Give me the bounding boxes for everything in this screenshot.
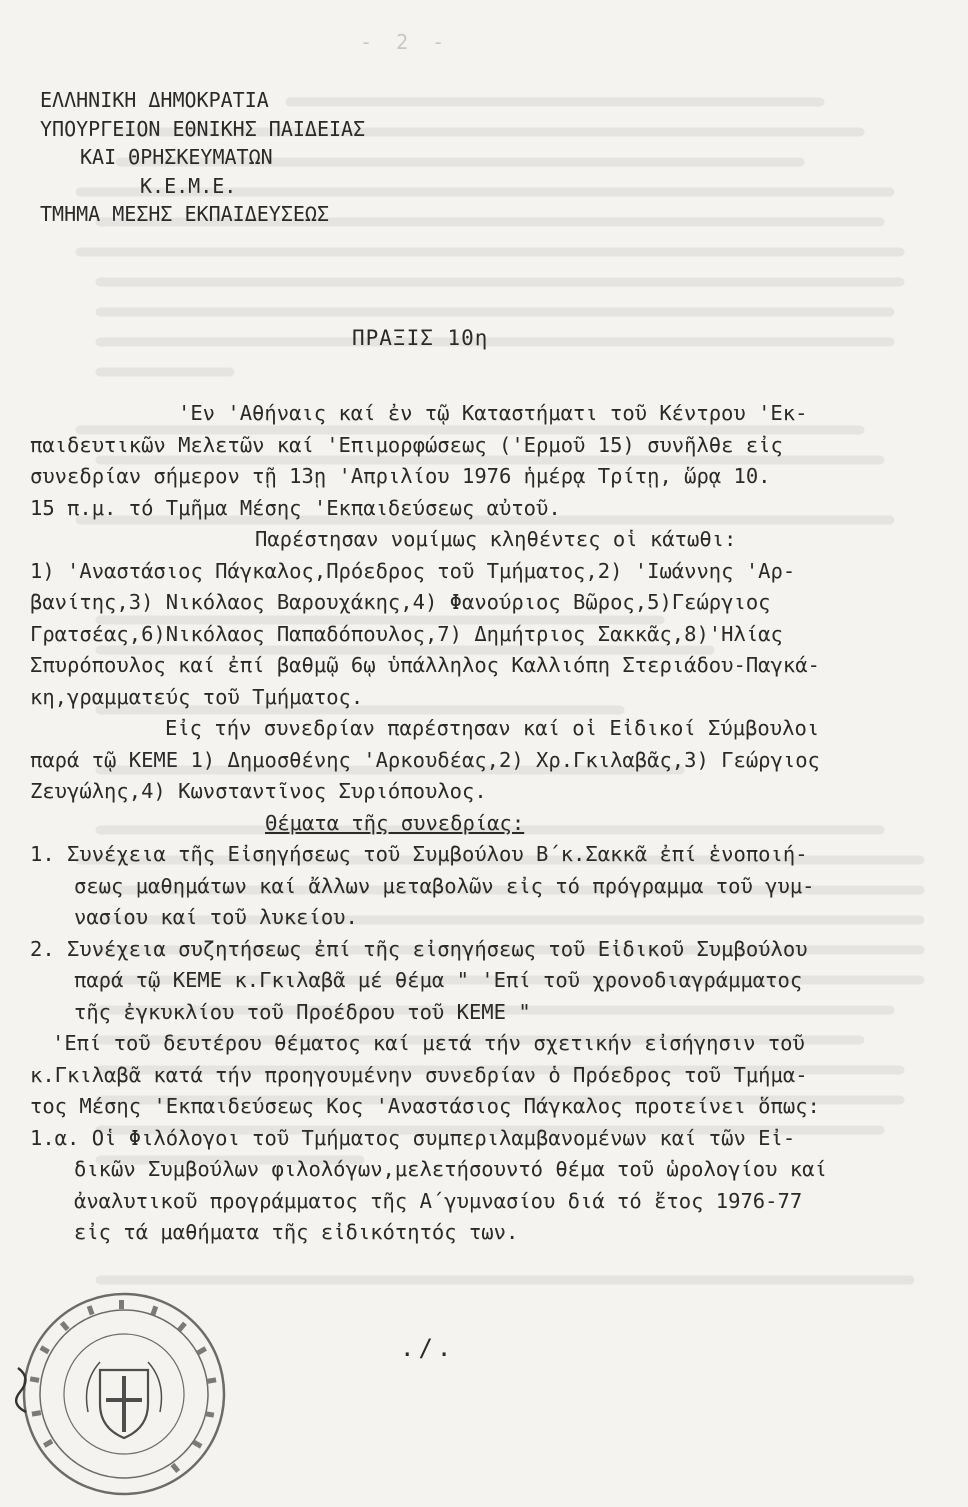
text-line: Ζευγώλης,4) Κωνσταντῖνος Συριόπουλος. (30, 779, 487, 803)
header-keme: Κ.Ε.Μ.Ε. (140, 173, 237, 198)
proposal-item-1a: 1.α. Οἱ Φιλόλογοι τοῦ Τμήματος συμπεριλαμβανομένων καί τῶν Εἰ- (30, 1125, 796, 1150)
ministry-header (40, 86, 365, 229)
text-line: Εἰς τήν συνεδρίαν παρέστησαν καί οἱ Εἰδικοί Σύμβουλοι (165, 716, 820, 740)
page-number-mark: - 2 - (360, 30, 451, 54)
text-line: ἀναλυτικοῦ προγράμματος τῆς Α΄γυμνασίου διά τό ἔτος 1976-77 (74, 1188, 803, 1213)
text-line: Παρέστησαν νομίμως κληθέντες οἱ κάτωθι: (255, 527, 737, 551)
agenda-heading: Θέματα τῆς συνεδρίας: (265, 810, 525, 835)
text-line: 'Εν 'Αθήναις καί ἐν τῷ Καταστήματι τοῦ Κέντρου 'Εκ- (178, 401, 808, 425)
text-line: κ.Γκιλαβᾶ κατά τήν προηγουμένην συνεδρίαν ὁ Πρόεδρος τοῦ Τμήμα- (30, 1062, 808, 1087)
text-line: δικῶν Συμβούλων φιλολόγων,μελετήσουντό θέμα τοῦ ὡρολογίου καί (74, 1157, 827, 1181)
text-line: σεως μαθημάτων καί ἄλλων μεταβολῶν εἰς τό πρόγραμμα τοῦ γυμ- (74, 873, 815, 898)
text-line: τος Μέσης 'Εκπαιδεύσεως Κος 'Αναστάσιος Πάγκαλος προτείνει ὅπως: (30, 1094, 820, 1118)
text-line: παρά τῷ ΚΕΜΕ 1) Δημοσθένης 'Αρκουδέας,2) Χρ.Γκιλαβᾶς,3) Γεώργιος (30, 747, 820, 772)
text-line: Γρατσέας,6)Νικόλαος Παπαδόπουλος,7) Δημήτριος Σακκᾶς,8)'Ηλίας (30, 621, 783, 646)
agenda-item-1: 1. Συνέχεια τῆς Εἰσηγήσεως τοῦ Συμβούλου Β΄κ.Σακκᾶ ἐπί ἑνοποιή- (30, 842, 808, 866)
header-department: ΤΜΗΜΑ ΜΕΣΗΣ ΕΚΠΑΙΔΕΥΣΕΩΣ (40, 202, 329, 226)
text-line: παρά τῷ ΚΕΜΕ κ.Γκιλαβᾶ μέ θέμα " 'Επί τοῦ χρονοδιαγράμματος (74, 968, 803, 992)
continuation-mark: ./. (400, 1334, 456, 1362)
text-line: νασίου καί τοῦ λυκείου. (74, 905, 358, 929)
document-body (30, 398, 930, 1249)
text-line: τῆς ἐγκυκλίου τοῦ Προέδρου τοῦ ΚΕΜΕ " (74, 999, 531, 1024)
text-line: 1) 'Αναστάσιος Πάγκαλος,Πρόεδρος τοῦ Τμήματος,2) 'Ιωάννης 'Αρ- (30, 558, 796, 583)
text-line: 15 π.μ. τό Τμῆμα Μέσης 'Εκπαιδεύσεως αὐτοῦ. (30, 495, 561, 520)
text-line: κη,γραμματεύς τοῦ Τμήματος. (30, 684, 364, 709)
header-ministry: ΥΠΟΥΡΓΕΙΟΝ ΕΘΝΙΚΗΣ ΠΑΙΔΕΙΑΣ (40, 116, 366, 141)
text-line: βανίτης,3) Νικόλαος Βαρουχάκης,4) Φανούριος Βῶρος,5)Γεώργιος (30, 590, 771, 614)
text-line: 'Επί τοῦ δευτέρου θέματος καί μετά τήν σχετικήν εἰσήγησιν τοῦ (52, 1031, 805, 1055)
header-republic: ΕΛΛΗΝΙΚΗ ΔΗΜΟΚΡΑΤΙΑ (40, 88, 269, 112)
agenda-item-2: 2. Συνέχεια συζητήσεως ἐπί τῆς εἰσηγήσεως τοῦ Εἰδικοῦ Συμβούλου (30, 936, 808, 961)
text-line: εἰς τά μαθήματα τῆς εἰδικότητός των. (74, 1220, 519, 1244)
document-title: ΠΡΑΞΙΣ 10η (352, 326, 489, 350)
official-seal-stamp (12, 1282, 237, 1507)
header-ministry-cont: ΚΑΙ ΘΡΗΣΚΕΥΜΑΤΩΝ (80, 145, 273, 169)
text-line: παιδευτικῶν Μελετῶν καί 'Επιμορφώσεως ('Ερμοῦ 15) συνῆλθε εἰς (30, 432, 783, 457)
text-line: Σπυρόπουλος καί ἐπί βαθμῷ 6ῳ ὑπάλληλος Καλλιόπη Στεριάδου-Παγκά- (30, 653, 820, 677)
text-line: συνεδρίαν σήμερον τῇ 13ῃ 'Απριλίου 1976 ἡμέρᾳ Τρίτῃ, ὥρᾳ 10. (30, 464, 771, 488)
